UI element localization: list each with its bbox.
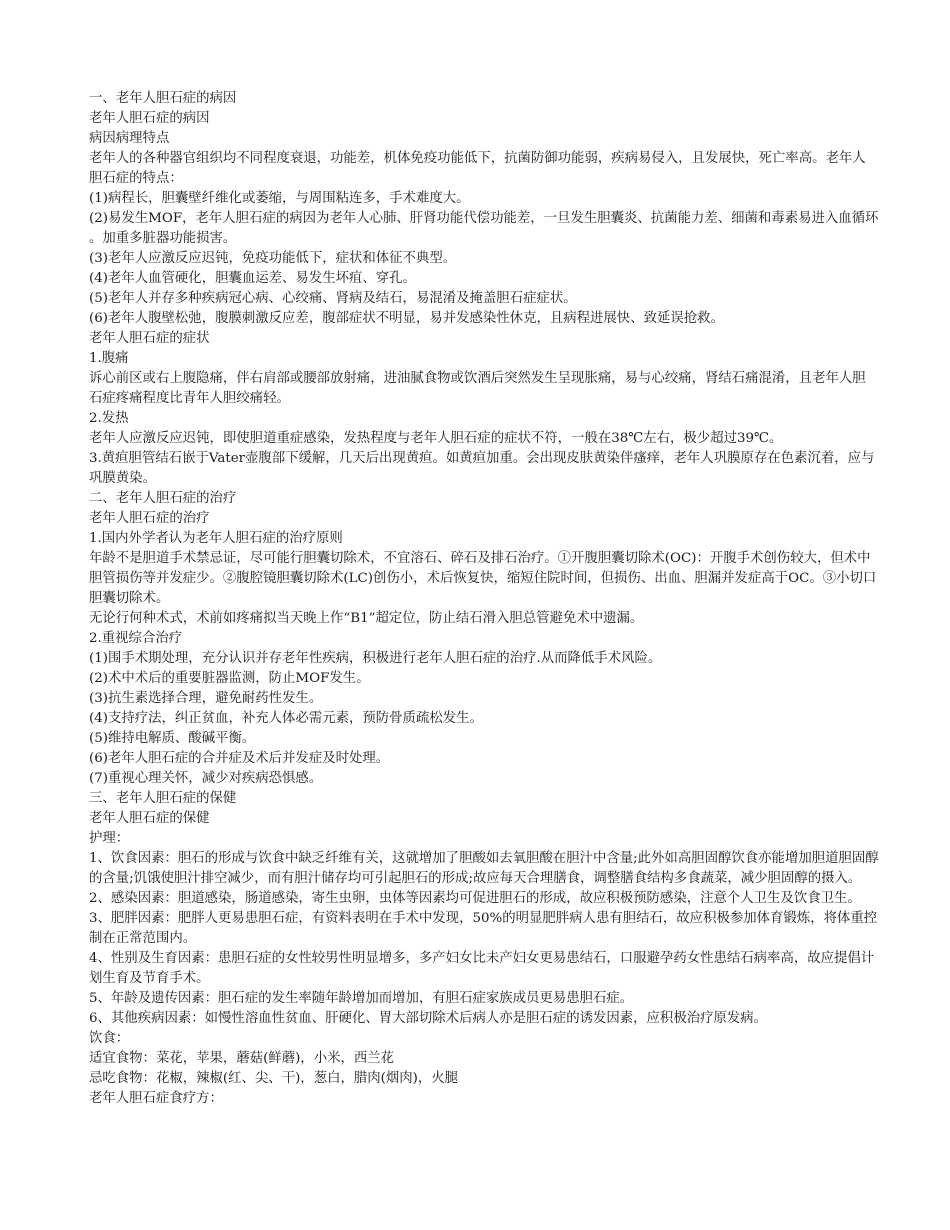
symptom-text-pain: 诉心前区或右上腹隐痛，伴右肩部或腰部放射痛，进油腻食物或饮酒后突然发生呈现胀痛，易与心绞痛，肾结石痛混淆，且老年人胆石症疼痛程度比青年人胆绞痛轻。	[89, 371, 866, 406]
document-page	[89, 89, 879, 1109]
treatment-item-6: (6)老年人胆石症的合并症及术后并发症及时处理。	[89, 751, 390, 766]
symptom-text-fever: 老年人应激反应迟钝，即使胆道重症感染，发热程度与老年人胆石症的症状不符，一般在38℃左右，极少超过39℃。	[89, 431, 783, 446]
treatment-item-1: (1)围手术期处理，充分认识并存老年性疾病，积极进行老年人胆石症的治疗.从而降低手术风险。	[89, 651, 662, 666]
treatment-text-preop: 无论行何种术式，术前如疼痛拟当天晚上作“B1”超定位，防止结石滑入胆总管避免术中遗漏。	[89, 611, 644, 626]
subheading-pathology: 病因病理特点	[89, 131, 170, 146]
care-item-infection: 2、感染因素：胆道感染，肠道感染，寄生虫卵，虫体等因素均可促进胆石的形成，故应积极预防感染，注意个人卫生及饮食卫生。	[89, 891, 861, 906]
treatment-item-2: (2)术中术后的重要脏器监测，防止MOF发生。	[89, 671, 370, 686]
list-item-feature-5: (5)老年人并存多种疾病冠心病、心绞痛、肾病及结石，易混淆及掩盖胆石症症状。	[89, 291, 577, 306]
subheading-care: 老年人胆石症的保健	[89, 811, 210, 826]
treatment-item-3: (3)抗生素选择合理，避免耐药性发生。	[89, 691, 323, 706]
care-heading-nursing: 护理：	[89, 831, 130, 846]
list-item-feature-2: (2)易发生MOF，老年人胆石症的病因为老年人心肺、肝肾功能代偿功能差，一旦发生胆囊炎、抗菌能力差、细菌和毒素易进入血循环。加重多脏器功能损害。	[89, 211, 879, 246]
symptom-text-jaundice: 3.黄疸胆管结石嵌于Vater壶腹部下缓解，几天后出现黄疸。如黄疸加重。会出现皮肤黄染伴瘙痒，老年人巩膜原存在色素沉着，应与巩膜黄染。	[89, 451, 875, 486]
treatment-item-7: (7)重视心理关怀，减少对疾病恐惧感。	[89, 771, 323, 786]
section-heading-care: 三、老年人胆石症的保健	[89, 791, 237, 806]
subheading-symptoms: 老年人胆石症的症状	[89, 331, 210, 346]
symptom-heading-fever: 2.发热	[89, 411, 129, 426]
subheading-causes: 老年人胆石症的病因	[89, 111, 210, 126]
symptom-heading-pain: 1.腹痛	[89, 351, 129, 366]
list-item-feature-4: (4)老年人血管硬化，胆囊血运差、易发生坏疽、穿孔。	[89, 271, 416, 286]
care-item-other: 6、其他疾病因素：如慢性溶血性贫血、肝硬化、胃大部切除术后病人亦是胆石症的诱发因素，应积极治疗原发病。	[89, 1011, 768, 1026]
care-item-age: 5、年龄及遗传因素：胆石症的发生率随年龄增加而增加，有胆石症家族成员更易患胆石症。	[89, 991, 634, 1006]
care-item-diet: 1、饮食因素：胆石的形成与饮食中缺乏纤维有关，这就增加了胆酸如去氧胆酸在胆汁中含量;此外如高胆固醇饮食亦能增加胆道胆固醇的含量;饥饿使胆汁排空减少，而有胆汁储存均可引起胆石的形成;故应每天合理膳食，调整膳食结构多食蔬菜，减少胆固醇的摄入。	[89, 851, 879, 886]
list-item-feature-6: (6)老年人腹壁松弛，腹膜刺激反应差，腹部症状不明显，易并发感染性休克，且病程进展快、致延误抢救。	[89, 311, 724, 326]
diet-avoid-foods: 忌吃食物：花椒，辣椒(红、尖、干)，葱白，腊肉(烟肉)，火腿	[89, 1071, 459, 1086]
diet-heading: 饮食：	[89, 1031, 130, 1046]
list-item-feature-3: (3)老年人应激反应迟钝，免疫功能低下，症状和体征不典型。	[89, 251, 457, 266]
diet-therapy-heading: 老年人胆石症食疗方：	[89, 1091, 223, 1106]
treatment-heading-comprehensive: 2.重视综合治疗	[89, 631, 183, 646]
treatment-heading-principles: 1.国内外学者认为老年人胆石症的治疗原则	[89, 531, 343, 546]
treatment-text-surgery: 年龄不是胆道手术禁忌证，尽可能行胆囊切除术，不宜溶石、碎石及排石治疗。①开腹胆囊切除术(OC)：开腹手术创伤较大，但术中胆管损伤等并发症少。②腹腔镜胆囊切除术(LC)创伤小，术后恢复快，缩短住院时间，但损伤、出血、胆漏并发症高于OC。③小切口胆囊切除术。	[89, 551, 877, 606]
treatment-item-5: (5)维持电解质、酸碱平衡。	[89, 731, 256, 746]
subheading-treatment: 老年人胆石症的治疗	[89, 511, 210, 526]
care-item-gender: 4、性别及生育因素：患胆石症的女性较男性明显增多，多产妇女比未产妇女更易患结石，口服避孕药女性患结石病率高，故应提倡计划生育及节育手术。	[89, 951, 875, 986]
diet-suitable-foods: 适宜食物：菜花，苹果，蘑菇(鲜蘑)，小米，西兰花	[89, 1051, 395, 1066]
section-heading-treatment: 二、老年人胆石症的治疗	[89, 491, 237, 506]
treatment-item-4: (4)支持疗法，纠正贫血，补充人体必需元素，预防骨质疏松发生。	[89, 711, 483, 726]
care-item-obesity: 3、肥胖因素：肥胖人更易患胆石症，有资料表明在手术中发现，50%的明显肥胖病人患有胆结石，故应积极参加体育锻炼，将体重控制在正常范围内。	[89, 911, 878, 946]
paragraph-intro: 老年人的各种器官组织均不同程度衰退，功能差，机体免疫功能低下，抗菌防御功能弱，疾病易侵入，且发展快，死亡率高。老年人胆石症的特点：	[89, 151, 866, 186]
list-item-feature-1: (1)病程长，胆囊壁纤维化或萎缩，与周围粘连多，手术难度大。	[89, 191, 470, 206]
section-heading-causes: 一、老年人胆石症的病因	[89, 91, 237, 106]
